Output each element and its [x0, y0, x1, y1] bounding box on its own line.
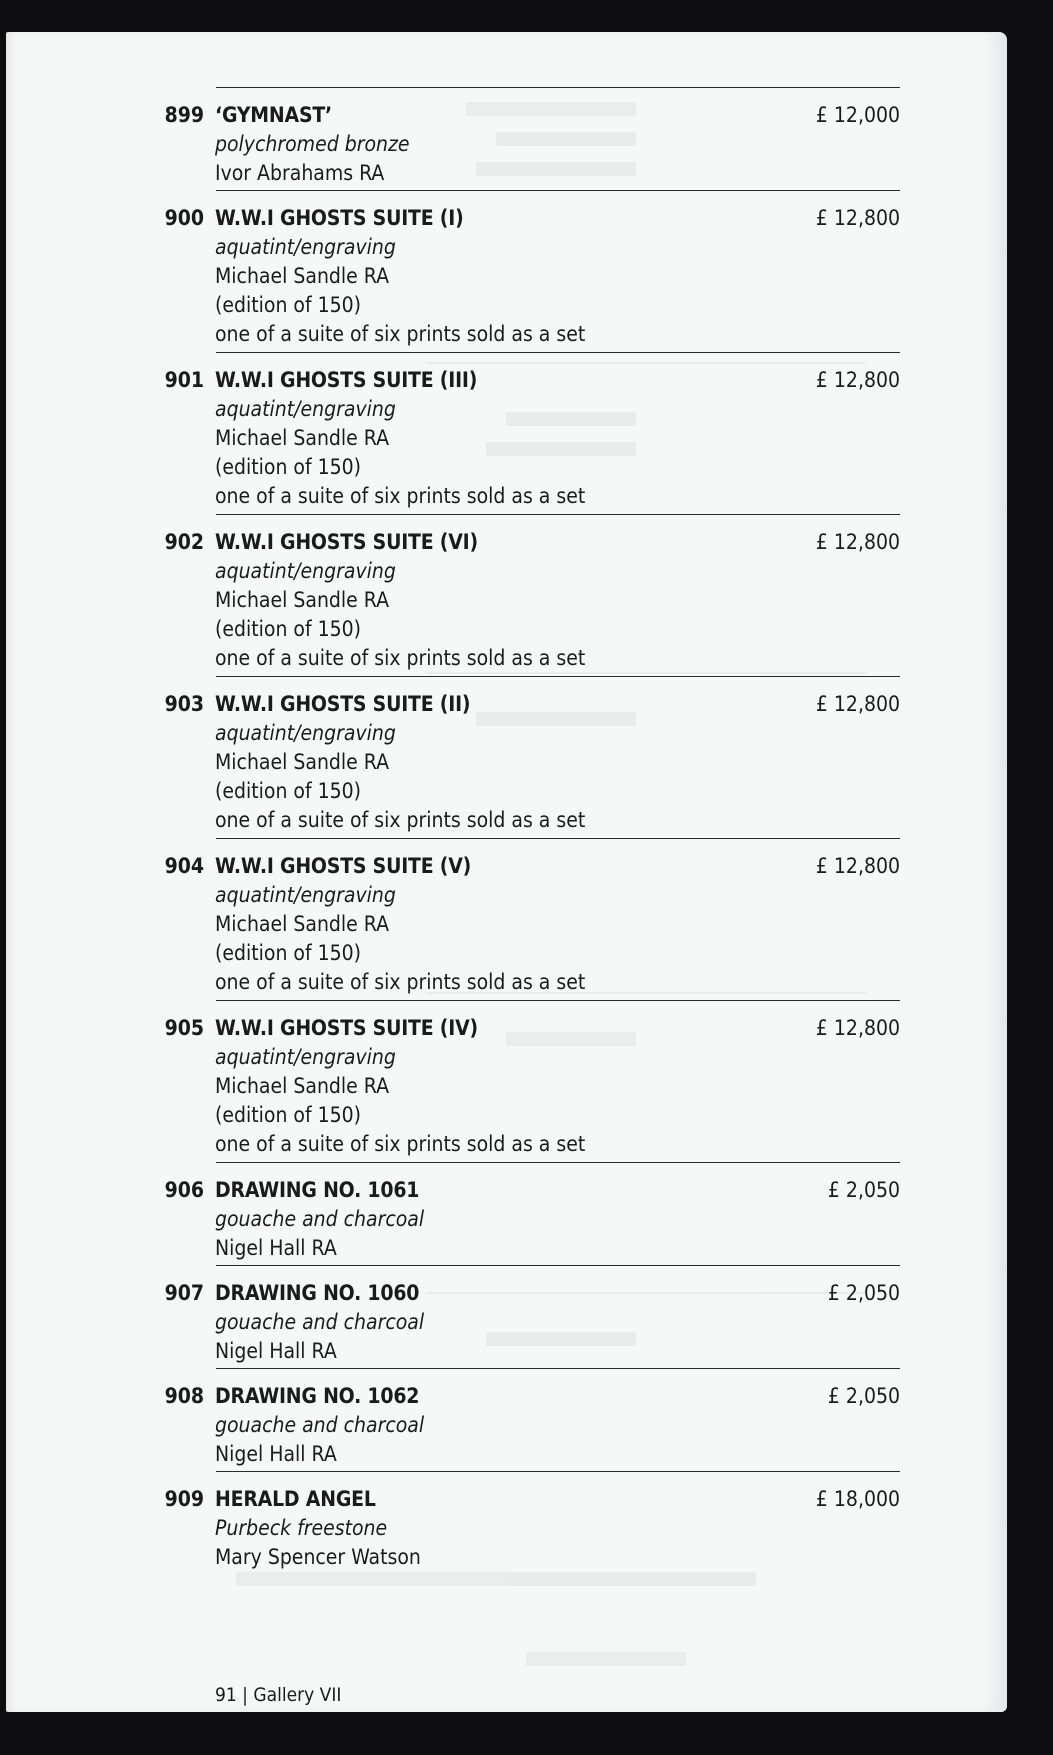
artwork-title: DRAWING NO. 1060 [215, 1281, 420, 1305]
sale-note: one of a suite of six prints sold as a set [215, 970, 586, 994]
lot-number: 902 [164, 530, 204, 554]
artwork-medium: aquatint/engraving [215, 721, 396, 745]
edition-info: (edition of 150) [215, 293, 362, 317]
lot-number: 906 [164, 1178, 204, 1202]
artwork-title: W.W.I GHOSTS SUITE (III) [215, 368, 478, 392]
artist-name: Mary Spencer Watson [215, 1545, 421, 1569]
entry-details [215, 101, 735, 188]
artwork-medium: aquatint/engraving [215, 559, 396, 583]
edition-info: (edition of 150) [215, 617, 362, 641]
catalogue-listing [6, 32, 1007, 1712]
lot-number: 903 [164, 692, 204, 716]
lot-number: 907 [164, 1281, 204, 1305]
artist-name: Nigel Hall RA [215, 1339, 337, 1363]
entry-details [215, 1382, 735, 1469]
artwork-price: £ 12,800 [815, 1016, 900, 1040]
catalogue-page [6, 32, 1007, 1712]
sale-note: one of a suite of six prints sold as a set [215, 322, 586, 346]
artwork-price: £ 12,000 [815, 103, 900, 127]
lot-number: 908 [164, 1384, 204, 1408]
artwork-medium: aquatint/engraving [215, 397, 396, 421]
artwork-medium: aquatint/engraving [215, 1045, 396, 1069]
entry-divider [216, 1000, 900, 1001]
sale-note: one of a suite of six prints sold as a set [215, 646, 586, 670]
entry-details [215, 204, 735, 349]
artwork-medium: gouache and charcoal [215, 1413, 425, 1437]
artwork-medium: aquatint/engraving [215, 883, 396, 907]
artwork-price: £ 12,800 [815, 854, 900, 878]
artwork-medium: aquatint/engraving [215, 235, 396, 259]
artwork-medium: Purbeck freestone [215, 1516, 388, 1540]
artist-name: Michael Sandle RA [215, 912, 389, 936]
entry-divider [216, 190, 900, 191]
entry-divider [216, 1162, 900, 1163]
artwork-price: £ 12,800 [815, 530, 900, 554]
entry-divider [216, 352, 900, 353]
artist-name: Michael Sandle RA [215, 750, 389, 774]
sale-note: one of a suite of six prints sold as a set [215, 1132, 586, 1156]
sale-note: one of a suite of six prints sold as a set [215, 484, 586, 508]
artist-name: Ivor Abrahams RA [215, 161, 385, 185]
entry-details [215, 1014, 735, 1159]
edition-info: (edition of 150) [215, 455, 362, 479]
entry-details [215, 852, 735, 997]
artwork-title: W.W.I GHOSTS SUITE (V) [215, 854, 472, 878]
artist-name: Michael Sandle RA [215, 588, 389, 612]
edition-info: (edition of 150) [215, 1103, 362, 1127]
edition-info: (edition of 150) [215, 941, 362, 965]
artwork-title: W.W.I GHOSTS SUITE (I) [215, 206, 464, 230]
entry-divider [216, 1368, 900, 1369]
artwork-title: W.W.I GHOSTS SUITE (IV) [215, 1016, 478, 1040]
entry-details [215, 1176, 735, 1263]
artwork-title: HERALD ANGEL [215, 1487, 376, 1511]
lot-number: 909 [164, 1487, 204, 1511]
artwork-price: £ 2,050 [827, 1178, 900, 1202]
lot-number: 904 [164, 854, 204, 878]
artist-name: Michael Sandle RA [215, 264, 389, 288]
entry-details [215, 690, 735, 835]
page-footer: 91 | Gallery VII [215, 1684, 342, 1706]
entry-details [215, 366, 735, 511]
entry-divider [216, 676, 900, 677]
entry-details [215, 528, 735, 673]
lot-number: 905 [164, 1016, 204, 1040]
lot-number: 900 [164, 206, 204, 230]
artwork-price: £ 2,050 [827, 1384, 900, 1408]
artwork-medium: gouache and charcoal [215, 1310, 425, 1334]
artist-name: Nigel Hall RA [215, 1236, 337, 1260]
artwork-price: £ 12,800 [815, 368, 900, 392]
artwork-title: ‘GYMNAST’ [215, 103, 333, 127]
lot-number: 899 [164, 103, 204, 127]
artwork-title: DRAWING NO. 1061 [215, 1178, 420, 1202]
artwork-title: W.W.I GHOSTS SUITE (VI) [215, 530, 478, 554]
entry-divider [216, 838, 900, 839]
entry-divider [216, 1265, 900, 1266]
artwork-price: £ 18,000 [815, 1487, 900, 1511]
artwork-medium: polychromed bronze [215, 132, 410, 156]
edition-info: (edition of 150) [215, 779, 362, 803]
entry-divider [216, 87, 900, 88]
sale-note: one of a suite of six prints sold as a set [215, 808, 586, 832]
artist-name: Michael Sandle RA [215, 1074, 389, 1098]
artwork-title: W.W.I GHOSTS SUITE (II) [215, 692, 471, 716]
entry-divider [216, 1471, 900, 1472]
artwork-price: £ 2,050 [827, 1281, 900, 1305]
artwork-price: £ 12,800 [815, 692, 900, 716]
artwork-title: DRAWING NO. 1062 [215, 1384, 420, 1408]
artwork-price: £ 12,800 [815, 206, 900, 230]
lot-number: 901 [164, 368, 204, 392]
entry-details [215, 1279, 735, 1366]
entry-divider [216, 514, 900, 515]
artist-name: Nigel Hall RA [215, 1442, 337, 1466]
entry-details [215, 1485, 735, 1572]
artist-name: Michael Sandle RA [215, 426, 389, 450]
artwork-medium: gouache and charcoal [215, 1207, 425, 1231]
